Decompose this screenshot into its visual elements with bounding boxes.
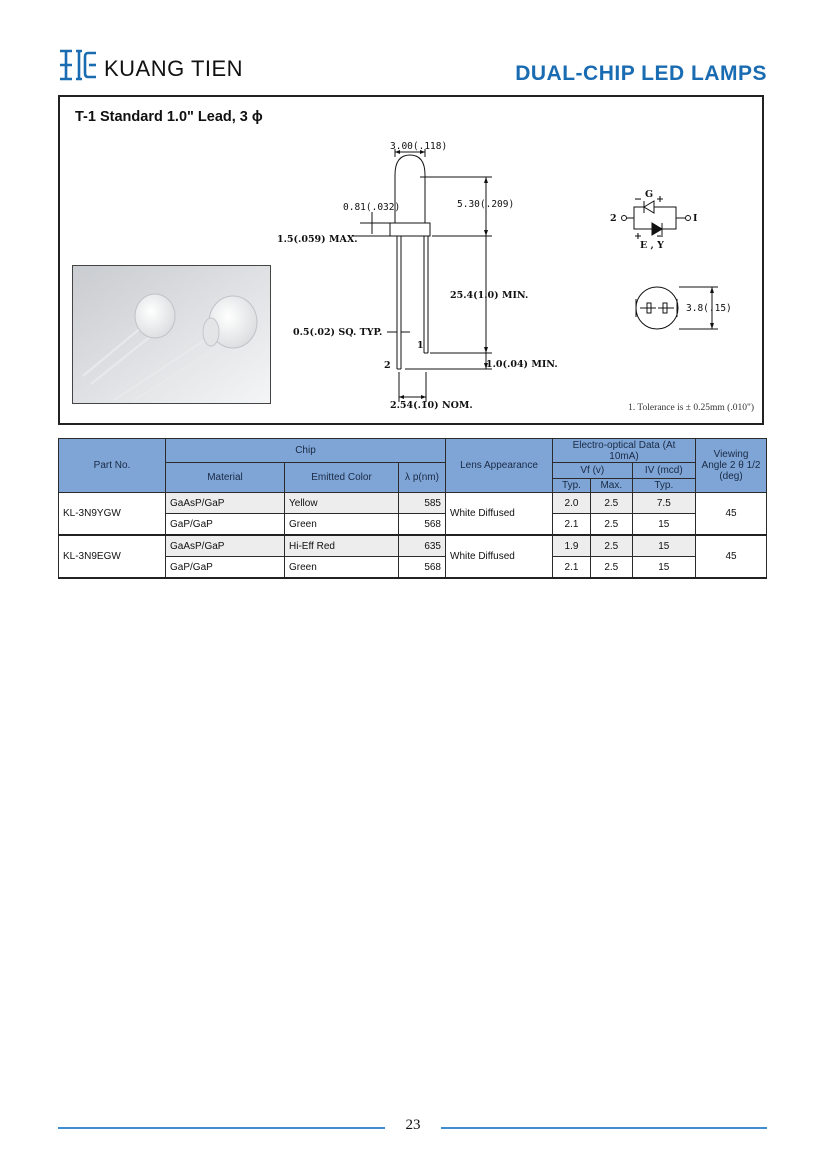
dim-flange: 0.81(.032) [343, 202, 401, 213]
th-lambda: λ p(nm) [399, 463, 446, 493]
vf-typ: 2.1 [553, 557, 591, 579]
table-row [59, 493, 767, 514]
chip-material: GaP/GaP [166, 557, 285, 579]
iv-typ: 15 [632, 535, 695, 557]
page-number: 23 [405, 1117, 421, 1133]
th-eo: Electro-optical Data (At 10mA) [553, 439, 696, 463]
footer-rule-left [58, 1127, 385, 1129]
vf-max: 2.5 [590, 514, 632, 536]
schematic-pin-1: I [693, 213, 698, 224]
document-title: DUAL-CHIP LED LAMPS [515, 62, 767, 85]
dim-lead-spacing: 2.54(.10) NOM. [390, 400, 473, 411]
schematic-minus-top: − [634, 194, 642, 205]
chip-lambda: 585 [399, 493, 446, 514]
table-row [59, 535, 767, 557]
spec-table [58, 438, 767, 579]
schematic-ey-label: E , Y [640, 240, 664, 251]
th-emitted-color: Emitted Color [285, 463, 399, 493]
viewing-angle: 45 [696, 535, 767, 578]
dim-body-height: 5.30(.209) [457, 199, 515, 210]
schematic-pin-2: 2 [610, 213, 617, 224]
pin-2-label: 2 [384, 360, 391, 371]
th-material: Material [166, 463, 285, 493]
schematic-minus-bottom: − [656, 231, 664, 242]
package-title: T-1 Standard 1.0" Lead, 3 ϕ [75, 109, 263, 125]
dim-top-width: 3.00(.118) [390, 141, 448, 152]
chip-material: GaAsP/GaP [166, 493, 285, 514]
lens-appearance: White Diffused [446, 535, 553, 578]
dim-lead-length: 25.4(1.0) MIN. [450, 290, 529, 301]
th-viewing-angle: Viewing Angle 2 θ 1/2 (deg) [696, 439, 767, 493]
iv-typ: 7.5 [632, 493, 695, 514]
iv-typ: 15 [632, 557, 695, 579]
lens-appearance: White Diffused [446, 493, 553, 536]
th-part-no: Part No. [59, 439, 166, 493]
chip-material: GaAsP/GaP [166, 535, 285, 557]
dim-lead-square: 0.5(.02) SQ. TYP. [293, 327, 383, 338]
schematic-plus-bottom: + [634, 231, 642, 242]
brand-name: KUANG TIEN [104, 56, 244, 81]
th-vf-typ: Typ. [553, 479, 591, 493]
viewing-angle: 45 [696, 493, 767, 536]
vf-typ: 2.0 [553, 493, 591, 514]
th-vf: Vf (v) [553, 463, 633, 479]
th-vf-max: Max. [590, 479, 632, 493]
th-chip: Chip [166, 439, 446, 463]
footer-rule-right [441, 1127, 767, 1129]
chip-material: GaP/GaP [166, 514, 285, 536]
chip-color: Yellow [285, 493, 399, 514]
iv-typ: 15 [632, 514, 695, 536]
chip-color: Green [285, 557, 399, 579]
vf-typ: 2.1 [553, 514, 591, 536]
kuang-tien-logo-icon [58, 48, 98, 82]
tolerance-note: 1. Tolerance is ± 0.25mm (.010") [628, 403, 754, 413]
chip-lambda: 568 [399, 557, 446, 579]
chip-lambda: 568 [399, 514, 446, 536]
dim-flange-max: 1.5(.059) MAX. [277, 234, 358, 245]
package-drawing-frame [58, 95, 764, 425]
th-lens: Lens Appearance [446, 439, 553, 493]
vf-max: 2.5 [590, 557, 632, 579]
th-iv: IV (mcd) [632, 463, 695, 479]
vf-max: 2.5 [590, 535, 632, 557]
part-number: KL-3N9EGW [59, 535, 166, 578]
dim-bottom-diameter: 3.8(.15) [686, 303, 732, 314]
package-dimension-drawing [60, 97, 766, 427]
chip-lambda: 635 [399, 535, 446, 557]
vf-typ: 1.9 [553, 535, 591, 557]
part-number: KL-3N9YGW [59, 493, 166, 536]
vf-max: 2.5 [590, 493, 632, 514]
dim-lead-gap: 1.0(.04) MIN. [486, 359, 558, 370]
table-row [59, 557, 767, 579]
table-row [59, 514, 767, 536]
chip-color: Hi-Eff Red [285, 535, 399, 557]
chip-color: Green [285, 514, 399, 536]
th-iv-typ: Typ. [632, 479, 695, 493]
schematic-g-label: G [645, 189, 654, 200]
schematic-plus-top: + [656, 194, 664, 205]
pin-1-label: 1 [417, 340, 424, 351]
